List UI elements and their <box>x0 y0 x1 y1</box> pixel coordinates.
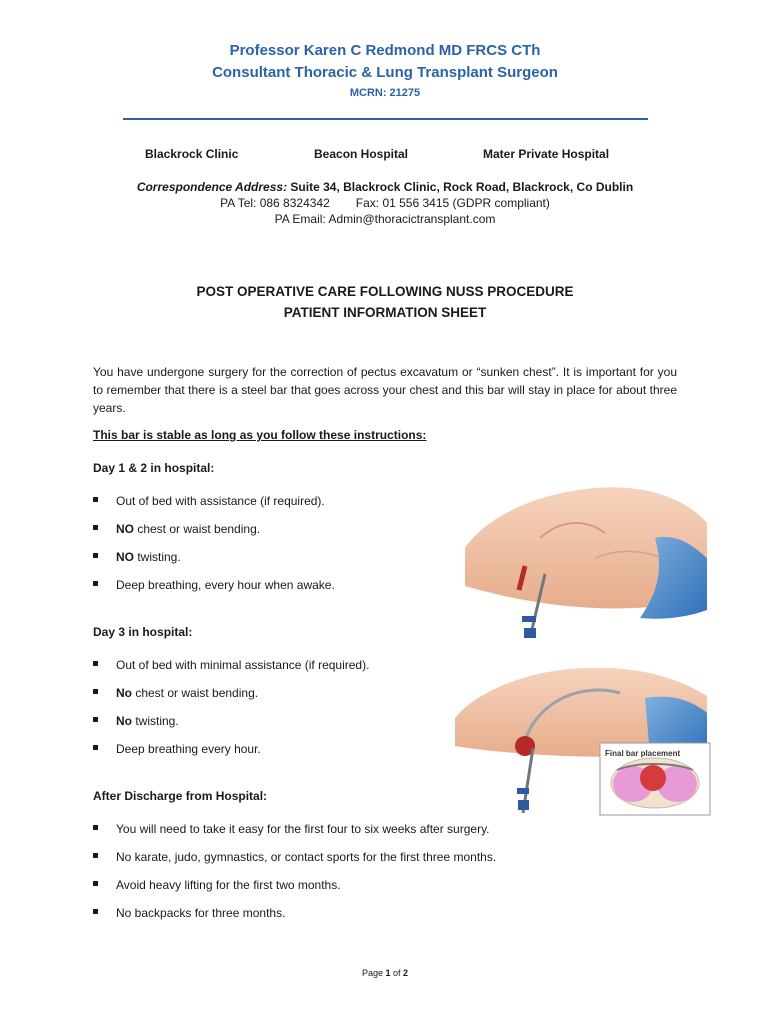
nuss-bar-placement-illustration <box>445 658 715 818</box>
list-item: Deep breathing every hour. <box>93 741 563 769</box>
page-footer: Page 1 of 2 <box>361 968 409 978</box>
list-item: No backpacks for three months. <box>93 905 563 933</box>
location-mater: Mater Private Hospital <box>483 147 610 161</box>
mcrn-number: MCRN: 21275 <box>349 87 421 99</box>
section-heading-after-discharge: After Discharge from Hospital: <box>93 789 268 803</box>
address-text: Suite 34, Blackrock Clinic, Rock Road, Blackrock, Co Dublin <box>287 180 634 194</box>
instructions-heading: This bar is stable as long as you follow these instructions: <box>93 428 427 442</box>
pa-tel: PA Tel: 086 8324342 <box>220 196 330 210</box>
contact-phone-fax <box>0 195 770 211</box>
letterhead <box>0 40 770 102</box>
bullet-icon <box>93 661 98 666</box>
list-item: NO chest or waist bending. <box>93 521 563 549</box>
intro-paragraph: You have undergone surgery for the correction of pectus excavatum or “sunken chest”. It is important for you to remember that there is a steel bar that goes across your chest and this bar will stay in place for about three years. <box>93 365 677 415</box>
bullet-icon <box>93 689 98 694</box>
location-beacon: Beacon Hospital <box>314 147 409 161</box>
bullet-icon <box>93 717 98 722</box>
inset-label: Final bar placement <box>605 749 681 758</box>
correspondence-address <box>0 179 770 195</box>
pa-fax: Fax: 01 556 3415 (GDPR compliant) <box>355 196 550 210</box>
bullet-icon <box>93 745 98 750</box>
list-item: Out of bed with assistance (if required). <box>93 493 563 521</box>
inset-cross-section <box>600 743 710 815</box>
list-item: Deep breathing, every hour when awake. <box>93 577 563 605</box>
list-item: Avoid heavy lifting for the first two months. <box>93 877 563 905</box>
bullet-icon <box>93 581 98 586</box>
bullet-icon <box>93 497 98 502</box>
bullet-icon <box>93 881 98 886</box>
bullet-icon <box>93 853 98 858</box>
document-title <box>0 281 770 323</box>
title-line-2: PATIENT INFORMATION SHEET <box>283 305 487 320</box>
header-divider <box>123 118 648 120</box>
section-heading-day-3: Day 3 in hospital: <box>93 625 193 639</box>
section-heading-day-1-2: Day 1 & 2 in hospital: <box>93 461 215 475</box>
bullet-icon <box>93 525 98 530</box>
surgeon-title: Consultant Thoracic & Lung Transplant Surgeon <box>212 64 558 81</box>
title-line-1: POST OPERATIVE CARE FOLLOWING NUSS PROCEDURE <box>196 284 574 299</box>
list-item: No twisting. <box>93 713 563 741</box>
nuss-incision-illustration <box>445 478 715 643</box>
surgeon-name: Professor Karen C Redmond MD FRCS CTh <box>229 42 541 59</box>
list-item: You will need to take it easy for the first four to six weeks after surgery. <box>93 821 563 849</box>
list-item: No karate, judo, gymnastics, or contact sports for the first three months. <box>93 849 563 877</box>
list-item: No chest or waist bending. <box>93 685 563 713</box>
list-item: Out of bed with minimal assistance (if required). <box>93 657 563 685</box>
bullet-icon <box>93 553 98 558</box>
correspondence-block <box>0 179 770 227</box>
correspondence-label: Correspondence Address: <box>136 180 288 194</box>
section-list-after-discharge <box>93 821 563 933</box>
list-item: NO twisting. <box>93 549 563 577</box>
bullet-icon <box>93 825 98 830</box>
bullet-icon <box>93 909 98 914</box>
pa-email: PA Email: Admin@thoracictransplant.com <box>274 212 496 226</box>
location-blackrock: Blackrock Clinic <box>145 147 239 161</box>
